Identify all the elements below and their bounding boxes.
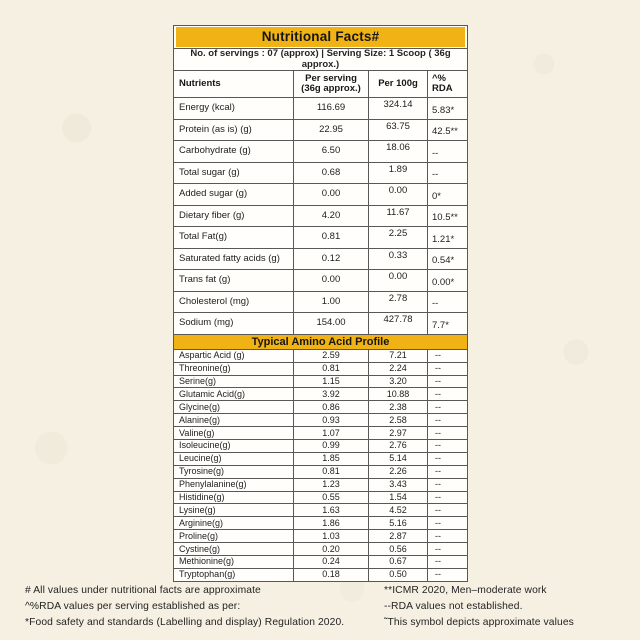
table-row [174, 184, 468, 206]
per-100g-value-cell: 18.06 [369, 141, 428, 163]
per-serving-value-cell: 0.81 [294, 362, 369, 375]
per-100g-value-cell: 7.21 [369, 349, 428, 362]
title-cell [174, 26, 468, 49]
per-100g-value-cell: 2.58 [369, 414, 428, 427]
per-serving-value-cell: 0.12 [294, 248, 369, 270]
table-row [174, 504, 468, 517]
per-serving-value-cell: 3.92 [294, 388, 369, 401]
rda-value-cell: -- [428, 452, 468, 465]
nutrient-name-cell: Phenylalanine(g) [174, 478, 294, 491]
rda-value-cell: 7.7* [428, 313, 468, 335]
per-serving-value-cell: 0.24 [294, 556, 369, 569]
per-100g-value-cell: 0.33 [369, 248, 428, 270]
per-serving-value-cell: 1.00 [294, 291, 369, 313]
nutrient-name-cell: Cholesterol (mg) [174, 291, 294, 313]
table-row [174, 427, 468, 440]
footnote-line: ^%RDA values per serving established as per: [25, 601, 241, 613]
table-row [174, 119, 468, 141]
per-serving-value-cell: 0.18 [294, 568, 369, 581]
nutrient-name-cell: Energy (kcal) [174, 98, 294, 120]
nutrient-name-cell: Glycine(g) [174, 401, 294, 414]
per-serving-value-cell: 154.00 [294, 313, 369, 335]
per-100g-value-cell: 2.97 [369, 427, 428, 440]
amino-section-header-row [174, 334, 468, 349]
rda-value-cell: 10.5** [428, 205, 468, 227]
rda-value-cell: -- [428, 349, 468, 362]
table-row [174, 313, 468, 335]
table-row [174, 227, 468, 249]
column-header-row [174, 71, 468, 98]
nutrient-name-cell: Isoleucine(g) [174, 439, 294, 452]
rda-value-cell: -- [428, 291, 468, 313]
per-100g-value-cell: 5.16 [369, 517, 428, 530]
nutrient-name-cell: Valine(g) [174, 427, 294, 440]
nutrient-name-cell: Leucine(g) [174, 452, 294, 465]
footnote-line: # All values under nutritional facts are approximate [25, 585, 261, 596]
per-100g-value-cell: 324.14 [369, 98, 428, 120]
per-serving-value-cell: 0.68 [294, 162, 369, 184]
per-100g-value-cell: 2.25 [369, 227, 428, 249]
nutrient-name-cell: Total Fat(g) [174, 227, 294, 249]
table-row [174, 270, 468, 292]
per-serving-value-cell: 2.59 [294, 349, 369, 362]
table-row [174, 556, 468, 569]
per-100g-value-cell: 2.78 [369, 291, 428, 313]
footnote-line: ˜This symbol depicts approximate values [384, 617, 574, 629]
nutrition-facts-title: Nutritional Facts# [176, 27, 465, 47]
rda-value-cell: -- [428, 401, 468, 414]
per-100g-value-cell: 63.75 [369, 119, 428, 141]
table-row [174, 291, 468, 313]
nutrient-name-cell: Glutamic Acid(g) [174, 388, 294, 401]
rda-value-cell: -- [428, 162, 468, 184]
per-serving-value-cell: 1.85 [294, 452, 369, 465]
rda-value-cell: -- [428, 427, 468, 440]
rda-value-cell: -- [428, 141, 468, 163]
rda-value-cell: -- [428, 491, 468, 504]
table-row [174, 362, 468, 375]
per-serving-value-cell: 1.63 [294, 504, 369, 517]
title-row [174, 26, 468, 49]
column-header-per-serving: Per serving (36g approx.) [294, 71, 369, 98]
nutrient-name-cell: Sodium (mg) [174, 313, 294, 335]
amino-section-header-cell [174, 334, 468, 349]
table-row [174, 248, 468, 270]
nutrition-facts-table [173, 25, 468, 582]
nutrient-name-cell: Threonine(g) [174, 362, 294, 375]
table-row [174, 517, 468, 530]
table-row [174, 439, 468, 452]
per-serving-value-cell: 0.81 [294, 227, 369, 249]
rda-value-cell: -- [428, 414, 468, 427]
table-row [174, 452, 468, 465]
rda-value-cell: -- [428, 504, 468, 517]
table-row [174, 375, 468, 388]
rda-value-cell: -- [428, 556, 468, 569]
rda-value-cell: -- [428, 388, 468, 401]
footnotes-right [384, 583, 574, 632]
amino-acid-profile-title: Typical Amino Acid Profile [174, 335, 467, 349]
per-100g-value-cell: 5.14 [369, 452, 428, 465]
per-100g-value-cell: 1.89 [369, 162, 428, 184]
table-row [174, 98, 468, 120]
per-serving-value-cell: 6.50 [294, 141, 369, 163]
rda-value-cell: -- [428, 530, 468, 543]
per-serving-value-cell: 0.00 [294, 184, 369, 206]
per-100g-value-cell: 0.56 [369, 543, 428, 556]
table-row [174, 491, 468, 504]
nutrition-facts-panel [173, 25, 467, 582]
column-header-per-100g: Per 100g [369, 71, 428, 98]
per-serving-value-cell: 0.81 [294, 465, 369, 478]
amino-acids-body [174, 349, 468, 581]
footnote-line: **ICMR 2020, Men–moderate work [384, 585, 547, 596]
nutrient-name-cell: Added sugar (g) [174, 184, 294, 206]
nutrient-name-cell: Protein (as is) (g) [174, 119, 294, 141]
table-row [174, 401, 468, 414]
per-100g-value-cell: 0.67 [369, 556, 428, 569]
nutrient-name-cell: Trans fat (g) [174, 270, 294, 292]
rda-value-cell: -- [428, 439, 468, 452]
rda-value-cell: 0* [428, 184, 468, 206]
rda-value-cell: -- [428, 543, 468, 556]
nutrient-name-cell: Arginine(g) [174, 517, 294, 530]
column-header-rda: ^% RDA [428, 71, 468, 98]
per-serving-value-cell: 1.07 [294, 427, 369, 440]
nutrient-name-cell: Tyrosine(g) [174, 465, 294, 478]
nutrient-name-cell: Serine(g) [174, 375, 294, 388]
per-serving-value-cell: 0.93 [294, 414, 369, 427]
table-row [174, 465, 468, 478]
nutrient-name-cell: Alanine(g) [174, 414, 294, 427]
table-row [174, 205, 468, 227]
nutrient-name-cell: Aspartic Acid (g) [174, 349, 294, 362]
column-header-nutrients: Nutrients [174, 71, 294, 98]
table-row [174, 388, 468, 401]
nutrient-name-cell: Cystine(g) [174, 543, 294, 556]
table-row [174, 162, 468, 184]
main-nutrients-body [174, 98, 468, 335]
per-100g-value-cell: 1.54 [369, 491, 428, 504]
per-100g-value-cell: 427.78 [369, 313, 428, 335]
footnote-line: --RDA values not established. [384, 601, 523, 613]
per-serving-value-cell: 1.23 [294, 478, 369, 491]
servings-info: No. of servings : 07 (approx) | Serving Size: 1 Scoop ( 36g approx.) [174, 49, 468, 71]
table-row [174, 478, 468, 491]
per-serving-value-cell: 1.15 [294, 375, 369, 388]
per-100g-value-cell: 2.87 [369, 530, 428, 543]
per-100g-value-cell: 11.67 [369, 205, 428, 227]
per-serving-value-cell: 4.20 [294, 205, 369, 227]
nutrient-name-cell: Lysine(g) [174, 504, 294, 517]
table-row [174, 141, 468, 163]
per-100g-value-cell: 3.20 [369, 375, 428, 388]
per-100g-value-cell: 2.38 [369, 401, 428, 414]
rda-value-cell: 1.21* [428, 227, 468, 249]
table-row [174, 568, 468, 581]
per-serving-value-cell: 0.00 [294, 270, 369, 292]
table-row [174, 530, 468, 543]
nutrient-name-cell: Methionine(g) [174, 556, 294, 569]
per-serving-value-cell: 1.03 [294, 530, 369, 543]
nutrient-name-cell: Histidine(g) [174, 491, 294, 504]
per-100g-value-cell: 10.88 [369, 388, 428, 401]
nutrient-name-cell: Proline(g) [174, 530, 294, 543]
per-100g-value-cell: 4.52 [369, 504, 428, 517]
nutrient-name-cell: Saturated fatty acids (g) [174, 248, 294, 270]
servings-row [174, 49, 468, 71]
per-100g-value-cell: 2.26 [369, 465, 428, 478]
per-serving-value-cell: 0.99 [294, 439, 369, 452]
rda-value-cell: -- [428, 362, 468, 375]
per-100g-value-cell: 0.50 [369, 568, 428, 581]
per-100g-value-cell: 3.43 [369, 478, 428, 491]
per-serving-value-cell: 0.55 [294, 491, 369, 504]
per-serving-value-cell: 22.95 [294, 119, 369, 141]
per-serving-value-cell: 0.86 [294, 401, 369, 414]
table-row [174, 349, 468, 362]
per-100g-value-cell: 2.76 [369, 439, 428, 452]
per-100g-value-cell: 2.24 [369, 362, 428, 375]
rda-value-cell: 0.54* [428, 248, 468, 270]
per-100g-value-cell: 0.00 [369, 184, 428, 206]
footnote-line: *Food safety and standards (Labelling and display) Regulation 2020. [25, 617, 345, 629]
per-serving-value-cell: 1.86 [294, 517, 369, 530]
rda-value-cell: 0.00* [428, 270, 468, 292]
nutrient-name-cell: Tryptophan(g) [174, 568, 294, 581]
rda-value-cell: -- [428, 478, 468, 491]
footnotes-left [25, 583, 344, 632]
nutrient-name-cell: Dietary fiber (g) [174, 205, 294, 227]
rda-value-cell: -- [428, 568, 468, 581]
nutrient-name-cell: Total sugar (g) [174, 162, 294, 184]
table-row [174, 414, 468, 427]
rda-value-cell: 5.83* [428, 98, 468, 120]
nutrient-name-cell: Carbohydrate (g) [174, 141, 294, 163]
per-serving-value-cell: 0.20 [294, 543, 369, 556]
per-serving-value-cell: 116.69 [294, 98, 369, 120]
rda-value-cell: -- [428, 465, 468, 478]
rda-value-cell: -- [428, 517, 468, 530]
rda-value-cell: -- [428, 375, 468, 388]
per-100g-value-cell: 0.00 [369, 270, 428, 292]
rda-value-cell: 42.5** [428, 119, 468, 141]
table-row [174, 543, 468, 556]
